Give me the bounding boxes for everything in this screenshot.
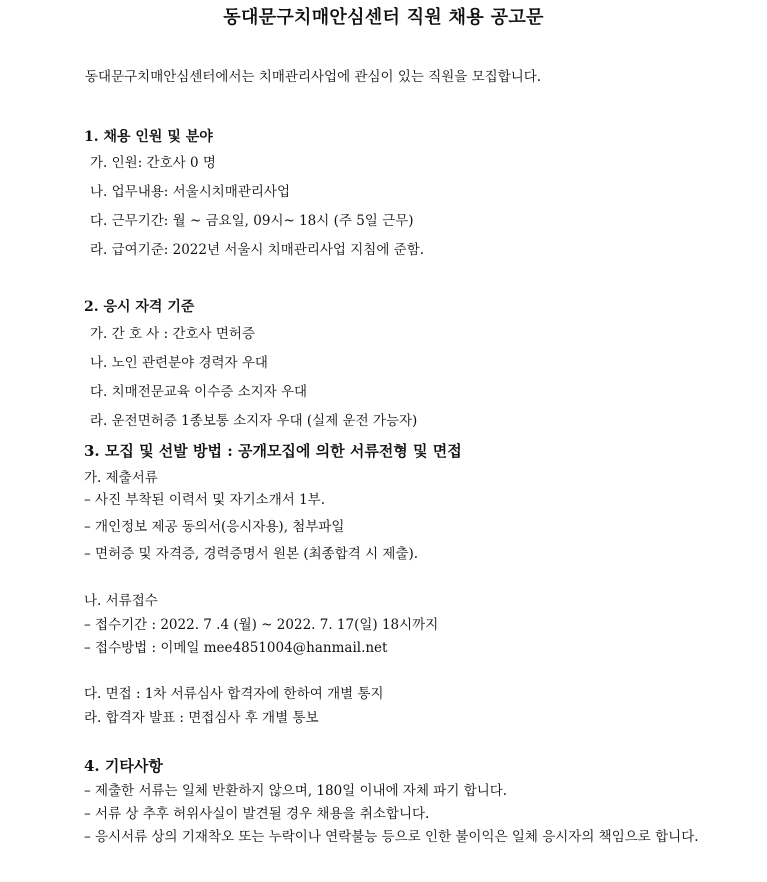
section-2-item: 다. 치매전문교육 이수증 소지자 우대 bbox=[90, 384, 308, 400]
section-1-heading: 1. 채용 인원 및 분야 bbox=[84, 129, 213, 145]
section-4-item: – 응시서류 상의 기재착오 또는 누락이나 연락불능 등으로 인한 불이익은 일체 응시자의 책임으로 합니다. bbox=[84, 829, 699, 845]
documents-heading: 가. 제출서류 bbox=[84, 470, 158, 486]
section-2-item: 가. 간 호 사 : 간호사 면허증 bbox=[90, 326, 255, 342]
section-4-item: – 서류 상 추후 허위사실이 발견될 경우 채용을 취소합니다. bbox=[84, 806, 430, 822]
section-2-heading: 2. 응시 자격 기준 bbox=[84, 299, 195, 315]
receipt-item: – 접수기간 : 2022. 7 .4 (월) ~ 2022. 7. 17(일) 18시까지 bbox=[84, 617, 439, 633]
receipt-item: – 접수방법 : 이메일 mee4851004@hanmail.net bbox=[84, 640, 388, 656]
section-1-item: 나. 업무내용: 서울시치매관리사업 bbox=[90, 184, 290, 200]
announcement-note: 라. 합격자 발표 : 면접심사 후 개별 통보 bbox=[84, 710, 319, 726]
section-2-item: 나. 노인 관련분야 경력자 우대 bbox=[90, 355, 268, 371]
document-title: 동대문구치매안심센터 직원 채용 공고문 bbox=[223, 7, 544, 28]
interview-note: 다. 면접 : 1차 서류심사 합격자에 한하여 개별 통지 bbox=[84, 686, 384, 702]
section-4-heading: 4. 기타사항 bbox=[84, 757, 163, 775]
documents-item: – 개인정보 제공 동의서(응시자용), 첨부파일 bbox=[84, 519, 345, 535]
receipt-heading: 나. 서류접수 bbox=[84, 593, 158, 609]
section-1-item: 라. 급여기준: 2022년 서울시 치매관리사업 지침에 준함. bbox=[90, 242, 425, 258]
documents-item: – 면허증 및 자격증, 경력증명서 원본 (최종합격 시 제출). bbox=[84, 546, 419, 562]
documents-item: – 사진 부착된 이력서 및 자기소개서 1부. bbox=[84, 492, 325, 508]
section-2-item: 라. 운전면허증 1종보통 소지자 우대 (실제 운전 가능자) bbox=[90, 413, 418, 429]
section-1-item: 다. 근무기간: 월 ~ 금요일, 09시~ 18시 (주 5일 근무) bbox=[90, 213, 414, 229]
intro-paragraph: 동대문구치매안심센터에서는 치매관리사업에 관심이 있는 직원을 모집합니다. bbox=[85, 69, 542, 85]
section-1-item: 가. 인원: 간호사 0 명 bbox=[90, 155, 216, 171]
section-3-heading: 3. 모집 및 선발 방법 : 공개모집에 의한 서류전형 및 면접 bbox=[84, 442, 462, 460]
section-4-item: – 제출한 서류는 일체 반환하지 않으며, 180일 이내에 자체 파기 합니다. bbox=[84, 783, 508, 799]
